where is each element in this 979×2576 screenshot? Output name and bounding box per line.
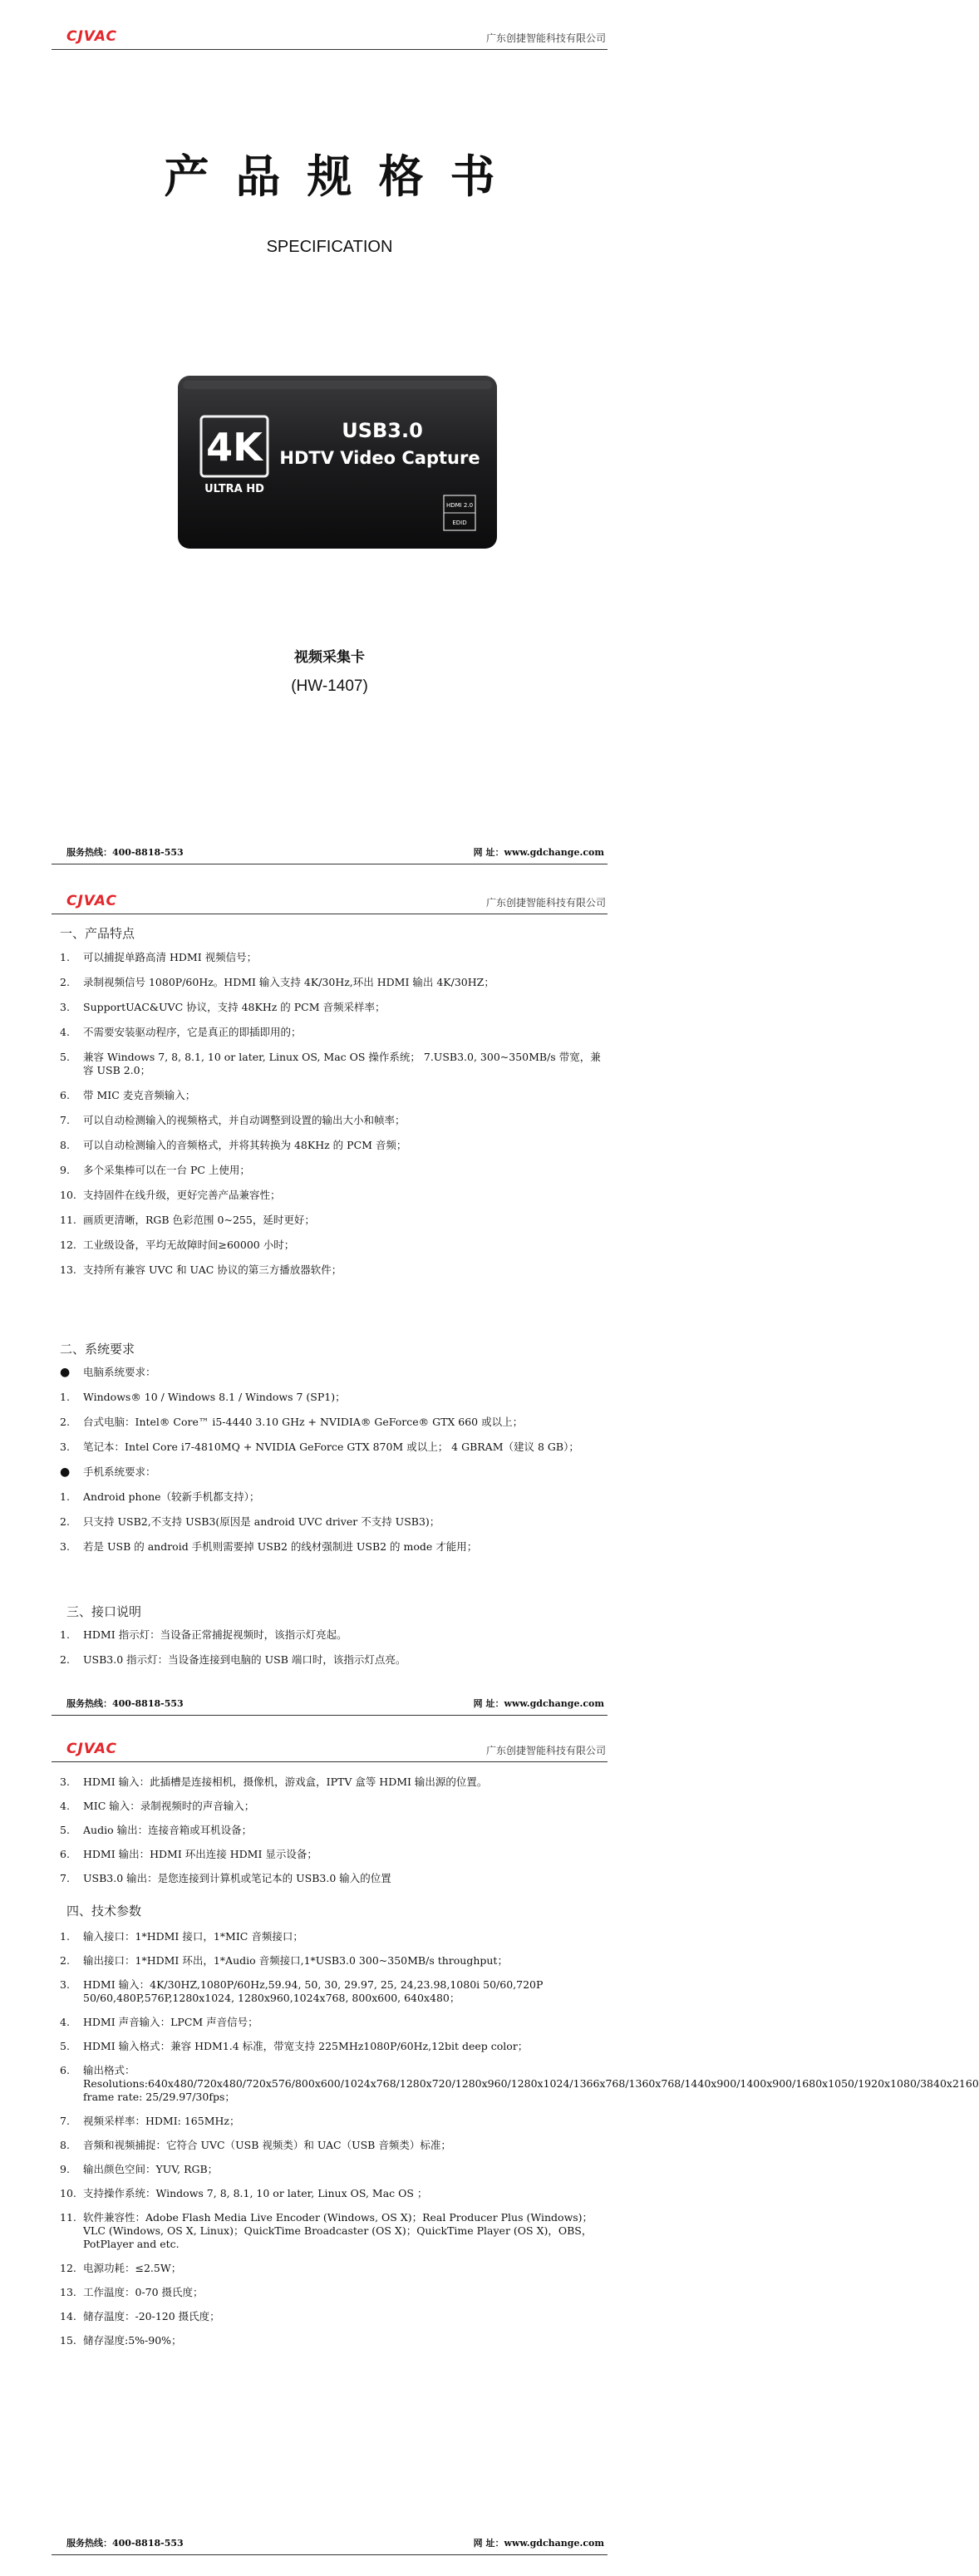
list-item: 4. HDMI 声音输入：LPCM 声音信号； [60, 2016, 258, 2028]
section-heading-features: 一、产品特点 [60, 926, 135, 941]
list-item: 11. 软件兼容性：Adobe Flash Media Live Encoder (Windows, OS X)；Real Producer Plus (Windows)；VLC (Windows, OS X, Linux)；QuickTime Broadcaster (OS X)；QuickTime Player (OS X)，OBS， PotPlayer and etc. [60, 2211, 593, 2250]
list-item: 3. SupportUAC&UVC 协议，支持 48KHz 的 PCM 音频采样率； [60, 1001, 386, 1013]
list-item: 15. 储存湿度:5%-90%； [60, 2334, 182, 2347]
page-2 [0, 864, 659, 1721]
list-item: 9. 输出颜色空间：YUV, RGB； [60, 2163, 219, 2175]
list-item: ● 手机系统要求： [60, 1465, 156, 1479]
list-item: 2. 台式电脑：Intel® Core™ i5-4440 3.10 GHz + NVIDIA® GeForce® GTX 660 或以上； [60, 1416, 524, 1428]
document-subtitle: SPECIFICATION [266, 238, 393, 256]
page-footer [52, 840, 608, 864]
list-item: 7. USB3.0 输出：是您连接到计算机或笔记本的 USB3.0 输入的位置 [60, 1872, 391, 1884]
device-image [176, 371, 499, 554]
footer-hotline: 服务热线：400-8818-553 [66, 2538, 184, 2549]
list-item: 3. 若是 USB 的 android 手机则需要掉 USB2 的线材强制进 USB2 的 mode 才能用； [60, 1540, 478, 1553]
list-item: 8. 音频和视频捕捉：它符合 UVC（USB 视频类）和 UAC（USB 音频类）标准； [60, 2139, 451, 2151]
product-model: (HW-1407) [291, 677, 368, 695]
list-item: 3. 笔记本：Intel Core i7-4810MQ + NVIDIA GeForce GTX 870M 或以上； 4 GBRAM（建议 8 GB）； [60, 1441, 579, 1453]
footer-website: 网 址：www.gdchange.com [473, 2538, 604, 2549]
list-item: 6. HDMI 输出：HDMI 环出连接 HDMI 显示设备； [60, 1848, 317, 1860]
cover-page [0, 0, 659, 873]
footer-hotline: 服务热线：400-8818-553 [66, 847, 184, 858]
list-item: 2. 输出接口：1*HDMI 环出，1*Audio 音频接口,1*USB3.0 300~350MB/s throughput； [60, 1954, 508, 1967]
section-heading-requirements: 二、系统要求 [60, 1342, 135, 1357]
requirements-list [60, 1366, 608, 1565]
list-item: 2. USB3.0 指示灯：当设备连接到电脑的 USB 端口时，该指示灯点亮。 [60, 1653, 406, 1666]
list-item: 2. 录制视频信号 1080P/60Hz。HDMI 输入支持 4K/30Hz,环出 HDMI 输出 4K/30HZ； [60, 976, 494, 988]
list-item: 2. 只支持 USB2,不支持 USB3(原因是 android UVC driver 不支持 USB3)； [60, 1515, 440, 1528]
specs-list [60, 1930, 979, 2358]
company-name: 广东创捷智能科技有限公司 [485, 897, 606, 909]
ports-list [60, 1628, 608, 1678]
footer-website: 网 址：www.gdchange.com [473, 1698, 604, 1709]
list-item: 8. 可以自动检测输入的音频格式，并将其转换为 48KHz 的 PCM 音频； [60, 1139, 407, 1151]
list-item: 7. 可以自动检测输入的视频格式，并自动调整到设置的输出大小和帧率； [60, 1114, 406, 1126]
list-item: 7. 视频采样率：HDMI: 165MHz； [60, 2115, 240, 2127]
list-item: ● 电脑系统要求： [60, 1366, 156, 1379]
footer-website: 网 址：www.gdchange.com [473, 847, 604, 858]
footer-hotline: 服务热线：400-8818-553 [66, 1698, 184, 1709]
list-item: 5. 兼容 Windows 7, 8, 8.1, 10 or later, Linux OS, Mac OS 操作系统； 7.USB3.0, 300~350MB/s 带宽，兼容 USB 2.0； [60, 1051, 601, 1076]
brand-logo: CJVAC [66, 893, 117, 909]
device-usb-text: USB3.0 [342, 419, 423, 442]
list-item: 13. 工作温度：0-70 摄氏度； [60, 2286, 204, 2298]
list-item: 11. 画质更清晰，RGB 色彩范围 0~255，延时更好； [60, 1214, 315, 1226]
port-hdmi-text: HDMI 2.0 [445, 502, 474, 509]
company-name: 广东创捷智能科技有限公司 [485, 32, 606, 44]
list-item: 1. HDMI 指示灯：当设备正常捕捉视频时，该指示灯亮起。 [60, 1628, 347, 1641]
page-header [52, 17, 608, 50]
document-title: 产品规格书 [164, 150, 522, 203]
list-item: 12. 电源功耗：≤2.5W； [60, 2262, 182, 2274]
list-item: 1. Android phone（较新手机都支持）； [60, 1490, 260, 1503]
list-item: 4. 不需要安装驱动程序，它是真正的即插即用的； [60, 1026, 302, 1038]
ports-list-continued [60, 1776, 608, 1896]
list-item: 10. 支持固件在线升级，更好完善产品兼容性； [60, 1189, 281, 1201]
list-item: 1. Windows® 10 / Windows 8.1 / Windows 7 (SP1)； [60, 1391, 346, 1403]
badge-ultrahd-text: ULTRA HD [204, 483, 264, 495]
list-item: 5. HDMI 输入格式：兼容 HDM1.4 标准，带宽支持 225MHz1080P/60Hz,12bit deep color； [60, 2040, 529, 2052]
section-heading-ports: 三、接口说明 [66, 1604, 142, 1619]
device-capture-text: HDTV Video Capture [279, 448, 480, 468]
page-header [52, 881, 608, 914]
port-edid-text: EDID [452, 520, 467, 526]
product-name: 视频采集卡 [294, 649, 365, 666]
list-item: 14. 储存温度：-20-120 摄氏度； [60, 2310, 220, 2322]
list-item: 5. Audio 输出：连接音箱或耳机设备； [60, 1824, 253, 1836]
page-header [52, 1729, 608, 1762]
list-item: 6. 输出格式：Resolutions:640x480/720x480/720x576/800x600/1024x768/1280x720/1280x960/1280x1024/1366x768/1360x768/1440x900/1400x900/1680x1050/1920x1080/3840x2160 frame rate: 25/29.97/30fps； [60, 2064, 979, 2103]
list-item: 13. 支持所有兼容 UVC 和 UAC 协议的第三方播放器软件； [60, 1263, 342, 1276]
list-item: 12. 工业级设备，平均无故障时间≥60000 小时； [60, 1239, 295, 1251]
list-item: 6. 带 MIC 麦克音频输入； [60, 1089, 196, 1101]
list-item: 4. MIC 输入：录制视频时的声音输入； [60, 1800, 255, 1812]
company-name: 广东创捷智能科技有限公司 [485, 1745, 606, 1756]
list-item: 3. HDMI 输入：此插槽是连接相机，摄像机，游戏盒，IPTV 盒等 HDMI 输出源的位置。 [60, 1776, 488, 1788]
list-item: 1. 可以捕捉单路高清 HDMI 视频信号； [60, 951, 258, 963]
brand-logo: CJVAC [66, 1741, 117, 1757]
list-item: 10. 支持操作系统：Windows 7, 8, 8.1, 10 or later, Linux OS, Mac OS ； [60, 2187, 428, 2199]
page-3 [0, 1712, 979, 2576]
brand-logo: CJVAC [66, 28, 117, 45]
badge-4k-text: 4K [206, 425, 263, 470]
list-item: 9. 多个采集棒可以在一台 PC 上使用； [60, 1164, 250, 1176]
section-heading-specs: 四、技术参数 [66, 1904, 142, 1918]
list-item: 1. 输入接口：1*HDMI 接口，1*MIC 音频接口； [60, 1930, 303, 1943]
list-item: 3. HDMI 输入：4K/30HZ,1080P/60Hz,59.94, 50, 30, 29.97, 25, 24,23.98,1080i 50/60,720P 50/60,480P,576P,1280x1024, 1280x960,1024x768, 800x600, 640x480； [60, 1978, 544, 2004]
page-footer [52, 2530, 608, 2555]
features-list [60, 951, 608, 1288]
